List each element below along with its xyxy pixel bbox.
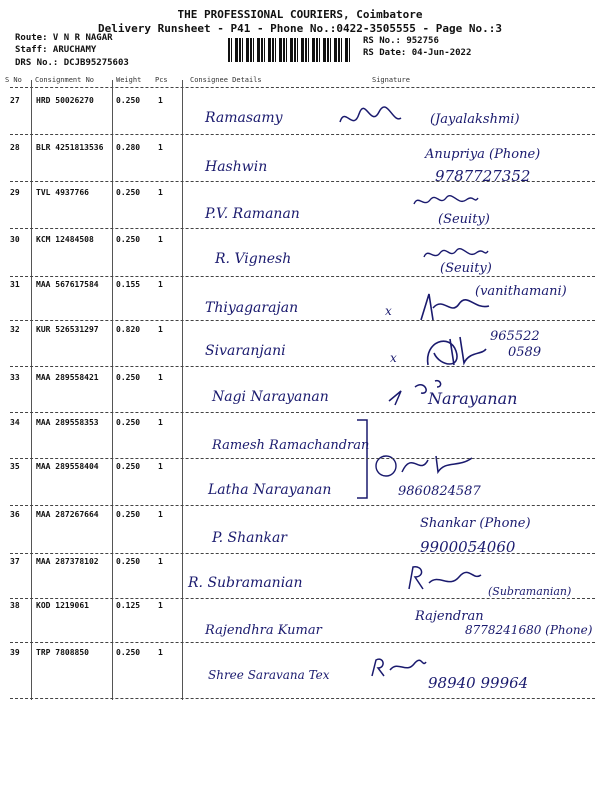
col-sno: S No [5, 76, 22, 84]
row-weight: 0.250 [116, 373, 141, 382]
runsheet-title: Delivery Runsheet - P41 - Phone No.:0422-3505555 - Page No.:3 [98, 22, 502, 35]
row-weight: 0.250 [116, 235, 141, 244]
row-consignee: Latha Narayanan [208, 482, 332, 498]
row-weight: 0.250 [116, 462, 141, 471]
row-rule [10, 642, 595, 643]
row-consignment: HRD 50026270 [36, 96, 94, 105]
row-pcs: 1 [158, 143, 163, 152]
drs-number: DRS No.: DCJB95275603 [15, 58, 129, 68]
row-signature: (Seuity) [438, 212, 490, 227]
row-consignee: R. Vignesh [215, 251, 292, 267]
col-consignee: Consignee Details [190, 76, 262, 84]
row-consignee: Ramesh Ramachandran [212, 438, 370, 453]
row-weight: 0.250 [116, 96, 141, 105]
row-consignee: P.V. Ramanan [205, 206, 300, 222]
row-signature: Rajendran [415, 609, 484, 624]
row-signature: (Subramanian) [488, 585, 572, 598]
row-sno: 30 [10, 235, 20, 244]
row-rule [10, 134, 595, 135]
row-rule [10, 276, 595, 277]
row-sno: 34 [10, 418, 20, 427]
row-rule [10, 458, 595, 459]
staff-label: Staff: ARUCHAMY [15, 45, 97, 55]
row-consignment: KOD 1219061 [36, 601, 89, 610]
signature-scribble [420, 331, 490, 369]
row-consignee: Hashwin [205, 159, 268, 175]
row-rule [10, 412, 595, 413]
row-signature: 965522 [490, 329, 540, 344]
row-consignee: Shree Saravana Tex [208, 668, 330, 682]
row-consignee: Thiyagarajan [205, 300, 299, 316]
column-divider [182, 80, 183, 700]
row-consignment: MAA 289558353 [36, 418, 99, 427]
col-weight: Weight [116, 76, 142, 84]
cross-mark: x [390, 351, 397, 365]
row-signature-phone: 0589 [508, 345, 542, 360]
column-divider [31, 80, 32, 700]
row-pcs: 1 [158, 648, 163, 657]
row-sno: 28 [10, 143, 20, 152]
company-name: THE PROFESSIONAL COURIERS, Coimbatore [177, 8, 423, 21]
bracket-mark [355, 418, 371, 500]
row-consignment: KUR 526531297 [36, 325, 99, 334]
row-rule [10, 366, 595, 367]
row-consignment: MAA 287378102 [36, 557, 99, 566]
row-sno: 29 [10, 188, 20, 197]
row-signature: (Jayalakshmi) [430, 112, 520, 127]
row-consignee: P. Shankar [212, 530, 287, 546]
row-weight: 0.250 [116, 188, 141, 197]
row-pcs: 1 [158, 418, 163, 427]
row-pcs: 1 [158, 325, 163, 334]
row-signature-phone: 9787727352 [435, 167, 531, 185]
row-rule [10, 228, 595, 229]
row-rule [10, 698, 595, 699]
cross-mark: x [385, 304, 392, 318]
row-pcs: 1 [158, 373, 163, 382]
row-consignment: KCM 12484508 [36, 235, 94, 244]
row-consignment: MAA 289558421 [36, 373, 99, 382]
row-consignment: BLR 4251813536 [36, 143, 104, 152]
rs-date: RS Date: 04-Jun-2022 [363, 48, 472, 58]
signature-scribble [405, 563, 485, 593]
row-rule [10, 598, 595, 599]
row-consignee: Sivaranjani [205, 343, 286, 359]
col-consignment: Consignment No [35, 76, 95, 84]
row-sno: 38 [10, 601, 20, 610]
row-signature: (vanithamani) [475, 284, 567, 299]
row-sno: 32 [10, 325, 20, 334]
header-rule [10, 87, 595, 88]
row-consignee: R. Subramanian [188, 575, 303, 591]
row-sno: 31 [10, 280, 20, 289]
row-weight: 0.820 [116, 325, 141, 334]
row-signature: Anupriya (Phone) [425, 147, 541, 162]
row-signature-phone: 8778241680 (Phone) [465, 623, 593, 637]
row-sno: 35 [10, 462, 20, 471]
row-pcs: 1 [158, 188, 163, 197]
row-pcs: 1 [158, 557, 163, 566]
barcode [228, 38, 350, 62]
tamil-signature-scribble [410, 192, 480, 210]
rs-number: RS No.: 952756 [363, 36, 439, 46]
row-sno: 33 [10, 373, 20, 382]
row-weight: 0.155 [116, 280, 141, 289]
row-rule [10, 320, 595, 321]
row-signature: 98940 99964 [428, 674, 529, 692]
row-weight: 0.250 [116, 648, 141, 657]
col-signature: Signature [372, 76, 410, 84]
row-rule [10, 181, 595, 182]
row-consignee: Ramasamy [205, 110, 283, 126]
route-label: Route: V N R NAGAR [15, 33, 113, 43]
row-consignment: TVL 4937766 [36, 188, 89, 197]
signature-scribble [368, 654, 428, 680]
row-weight: 0.250 [116, 418, 141, 427]
row-pcs: 1 [158, 510, 163, 519]
row-consignment: MAA 567617584 [36, 280, 99, 289]
row-rule [10, 553, 595, 554]
row-pcs: 1 [158, 96, 163, 105]
row-consignment: TRP 7808850 [36, 648, 89, 657]
signature-scribble [335, 104, 405, 134]
row-weight: 0.125 [116, 601, 141, 610]
row-weight: 0.250 [116, 510, 141, 519]
row-consignee: Rajendhra Kumar [205, 623, 322, 638]
row-consignee: Nagi Narayanan [212, 389, 329, 405]
row-sno: 27 [10, 96, 20, 105]
row-pcs: 1 [158, 462, 163, 471]
row-weight: 0.280 [116, 143, 141, 152]
row-consignment: MAA 287267664 [36, 510, 99, 519]
signature-scribble [372, 446, 482, 480]
row-sno: 37 [10, 557, 20, 566]
row-pcs: 1 [158, 235, 163, 244]
row-pcs: 1 [158, 280, 163, 289]
row-signature: (Seuity) [440, 261, 492, 276]
row-signature: Shankar (Phone) [420, 516, 531, 531]
row-rule [10, 505, 595, 506]
row-sno: 39 [10, 648, 20, 657]
row-signature: 9860824587 [398, 484, 481, 499]
row-sno: 36 [10, 510, 20, 519]
row-weight: 0.250 [116, 557, 141, 566]
column-divider [112, 80, 113, 700]
row-signature-phone: 9900054060 [420, 538, 516, 556]
row-signature: Narayanan [428, 389, 518, 408]
row-pcs: 1 [158, 601, 163, 610]
row-consignment: MAA 289558404 [36, 462, 99, 471]
col-pcs: Pcs [155, 76, 168, 84]
